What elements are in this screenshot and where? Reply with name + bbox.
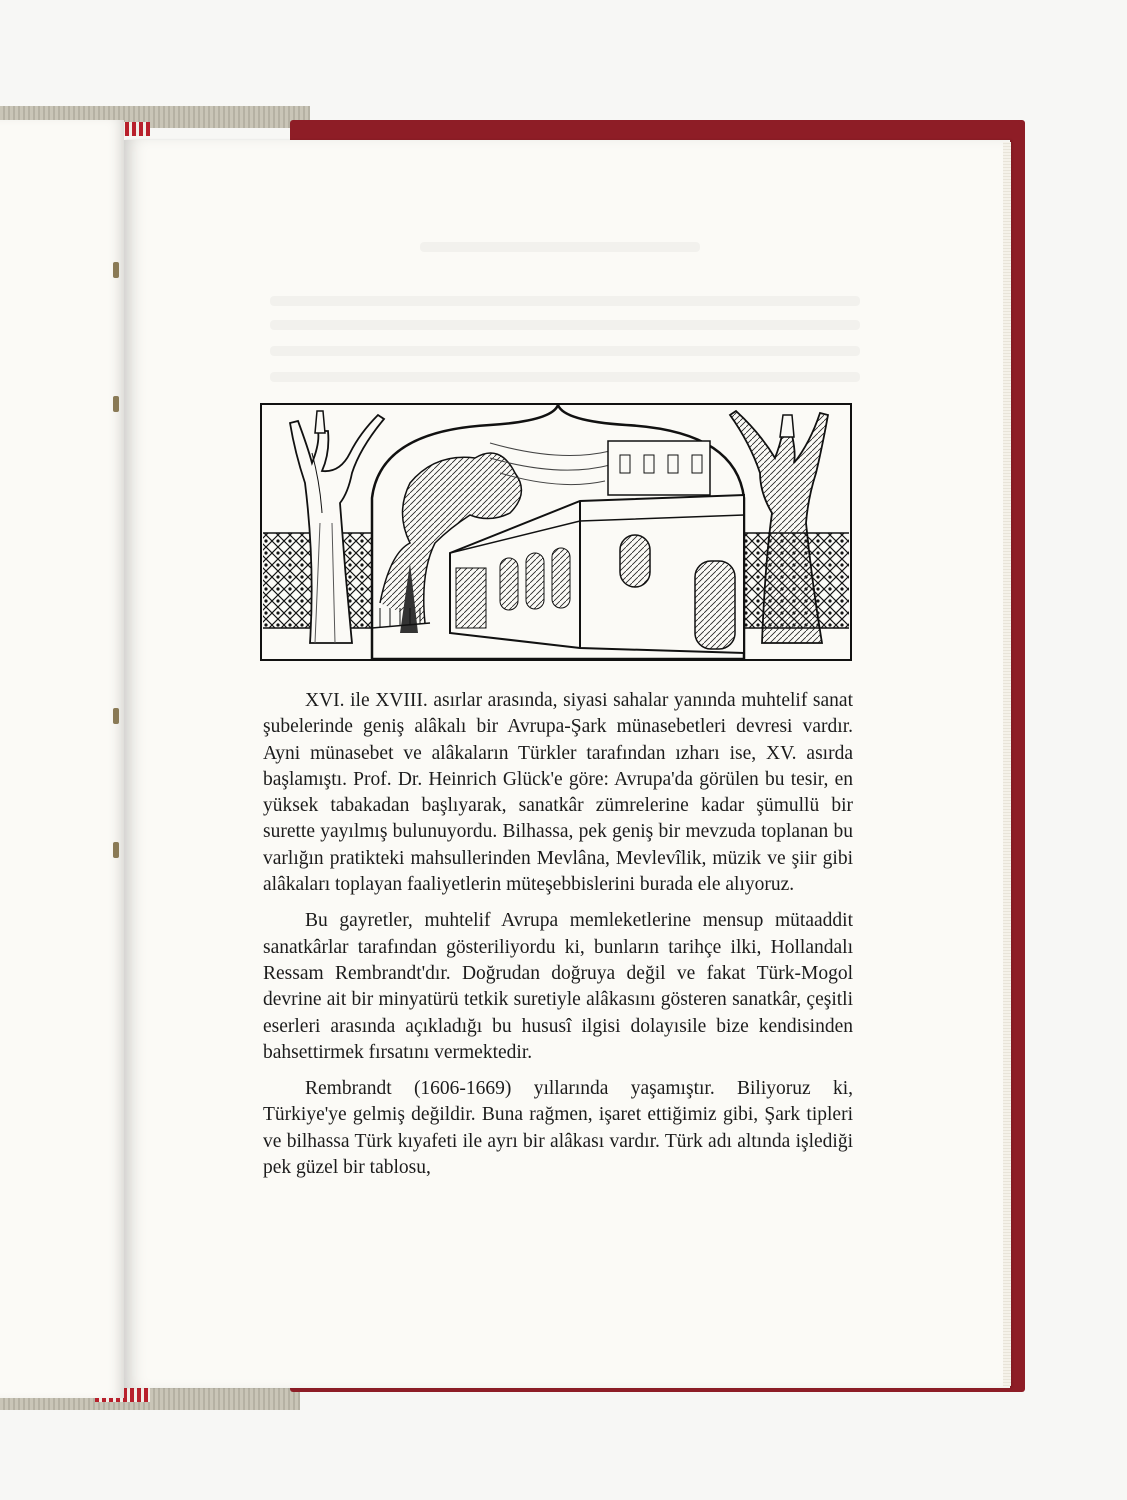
show-through-text [270, 296, 860, 306]
binding-stitch [113, 842, 119, 858]
show-through-text [270, 372, 860, 382]
binding-stitch [113, 262, 119, 278]
paragraph: Bu gayretler, muhtelif Avrupa memleketlerine mensup mütaaddit sanatkârlar tarafından gösteriliyordu ki, bunların tarihçe ilki, Hollandalı Ressam Rembrandt'dır. Doğrudan doğruya değil ve fakat Türk-Mogol devrine ait bir minyatürü tetkik suretiyle alâkasını gösteren sanatkâr, çeşitli eserleri arasında açıkladığı bu hususî ilgisi dolayısile bize kendisinden bahsettirmek fırsatını vermektedir. [263, 910, 853, 1063]
paragraph: Rembrandt (1606-1669) yıllarında yaşamıştır. Biliyoruz ki, Türkiye'ye gelmiş değildir. Buna rağmen, işaret ettiğimiz gibi, Şark tipleri ve bilhassa Türk kıyafeti ile ayrı bir alâkası vardır. Türk adı altında işlediği pek güzel bir tablosu, [263, 1078, 853, 1179]
page-edges [1003, 142, 1011, 1386]
mevlevi-illustration [260, 403, 852, 661]
show-through-text [270, 346, 860, 356]
paragraph: XVI. ile XVIII. asırlar arasında, siyasi sahalar yanında muhtelif sanat şubelerinde geniş alâkalı bir Avrupa-Şark münasebetleri devresi vardır. Ayni münasebet ve alâkaların Türkler tarafından ızharı ise, XV. asırda başlamıştı. Prof. Dr. Heinrich Glück'e göre: Avrupa'da görülen bu tesir, en yüksek tabakadan başlıyarak, sanatkâr zümrelerine kadar şümullü bir surette yayılmış bulunuyordu. Bilhassa, pek geniş bir mevzuda toplanan bu varlığın pratikteki mahsullerinden Mevlâna, Mevlevîlik, müzik ve şiir gibi alâkaları toplayan faaliyetlerin müteşebbislerini burada ele alıyoruz. [263, 690, 853, 896]
left-page [0, 120, 124, 1398]
binding-stitch [113, 396, 119, 412]
body-text [263, 688, 853, 1191]
show-through-text [420, 242, 700, 252]
binding-stitch [113, 708, 119, 724]
show-through-text [270, 320, 860, 330]
